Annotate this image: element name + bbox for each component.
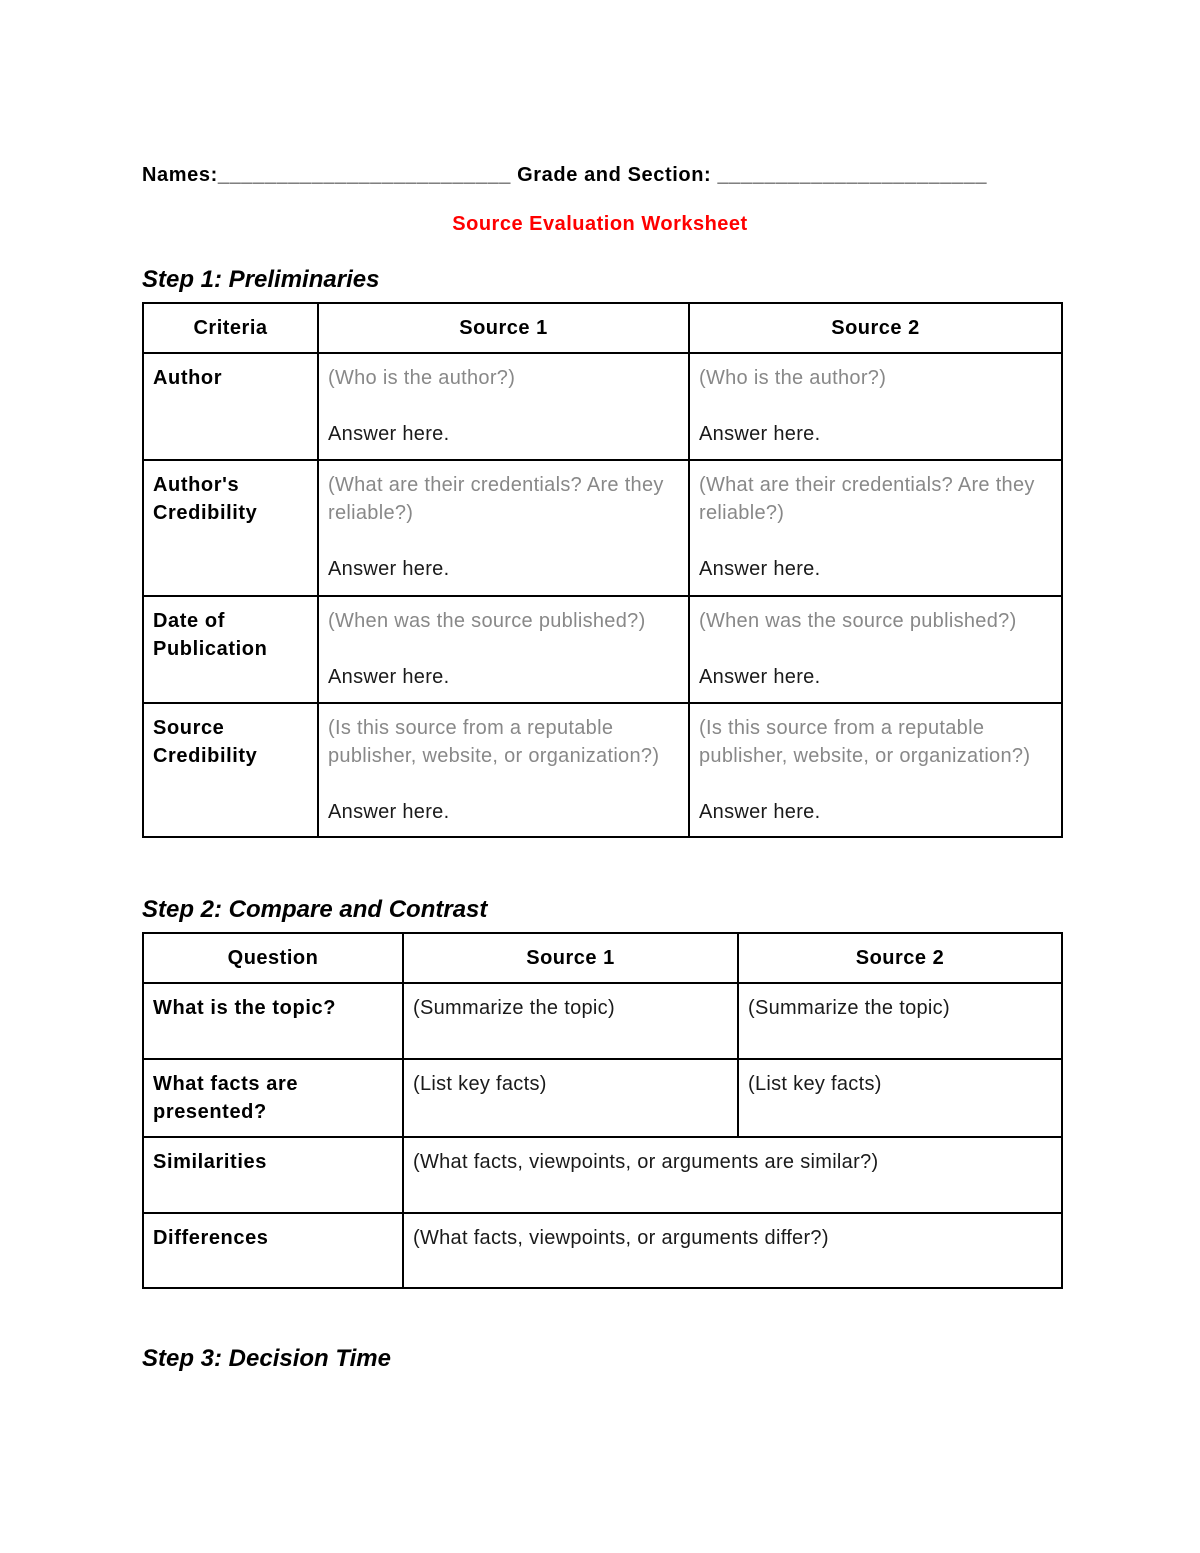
table-row bbox=[143, 353, 1062, 460]
column-header-source-1: Source 1 bbox=[318, 303, 689, 353]
answer-text[interactable]: Answer here. bbox=[699, 666, 821, 688]
answer-text[interactable]: Answer here. bbox=[699, 801, 821, 823]
column-header-source-1: Source 1 bbox=[403, 933, 738, 983]
table-row bbox=[143, 983, 1062, 1059]
prompt-text: (List key facts) bbox=[413, 1073, 547, 1095]
source2-author-cell[interactable] bbox=[689, 353, 1062, 460]
question-differences: Differences bbox=[143, 1213, 403, 1288]
source1-topic-cell[interactable] bbox=[403, 983, 738, 1059]
prompt-text: (Summarize the topic) bbox=[413, 997, 615, 1019]
prompt-text: (Is this source from a reputable publisher, website, or organization?) bbox=[328, 717, 660, 767]
answer-text[interactable]: Answer here. bbox=[328, 801, 450, 823]
answer-text[interactable]: Answer here. bbox=[328, 423, 450, 445]
table-row bbox=[143, 703, 1062, 837]
grade-section-label: Grade and Section: bbox=[517, 164, 712, 186]
answer-text[interactable]: Answer here. bbox=[699, 558, 821, 580]
column-header-question: Question bbox=[143, 933, 403, 983]
table-row bbox=[143, 1059, 1062, 1137]
table-row bbox=[143, 596, 1062, 703]
column-header-source-2: Source 2 bbox=[738, 933, 1062, 983]
column-header-criteria: Criteria bbox=[143, 303, 318, 353]
source1-facts-cell[interactable] bbox=[403, 1059, 738, 1137]
table-header-row bbox=[143, 933, 1062, 983]
criteria-authors-credibility: Author's Credibility bbox=[143, 460, 318, 596]
worksheet-title: Source Evaluation Worksheet bbox=[452, 213, 748, 235]
prompt-text: (What facts, viewpoints, or arguments differ?) bbox=[413, 1227, 829, 1249]
grade-section-blank[interactable]: _______________________ bbox=[717, 164, 988, 186]
prompt-text: (What are their credentials? Are they reliable?) bbox=[699, 474, 1035, 524]
differences-cell[interactable] bbox=[403, 1213, 1062, 1288]
source2-topic-cell[interactable] bbox=[738, 983, 1062, 1059]
compare-contrast-table bbox=[142, 932, 1063, 1289]
answer-text[interactable]: Answer here. bbox=[328, 666, 450, 688]
table-row bbox=[143, 1213, 1062, 1288]
table-header-row bbox=[143, 303, 1062, 353]
criteria-date-of-publication: Date of Publication bbox=[143, 596, 318, 703]
answer-text[interactable]: Answer here. bbox=[699, 423, 821, 445]
prompt-text: (When was the source published?) bbox=[328, 610, 646, 632]
prompt-text: (List key facts) bbox=[748, 1073, 882, 1095]
preliminaries-table bbox=[142, 302, 1063, 838]
step3-heading: Step 3: Decision Time bbox=[142, 1345, 391, 1372]
question-topic: What is the topic? bbox=[143, 983, 403, 1059]
step1-heading: Step 1: Preliminaries bbox=[142, 266, 380, 293]
prompt-text: (Who is the author?) bbox=[328, 367, 516, 389]
prompt-text: (Who is the author?) bbox=[699, 367, 887, 389]
table-row bbox=[143, 460, 1062, 596]
source2-credibility-cell[interactable] bbox=[689, 460, 1062, 596]
question-similarities: Similarities bbox=[143, 1137, 403, 1213]
source1-author-cell[interactable] bbox=[318, 353, 689, 460]
column-header-source-2: Source 2 bbox=[689, 303, 1062, 353]
source1-date-cell[interactable] bbox=[318, 596, 689, 703]
table-row bbox=[143, 1137, 1062, 1213]
names-grade-line bbox=[142, 164, 987, 187]
criteria-source-credibility: Source Credibility bbox=[143, 703, 318, 837]
prompt-text: (What are their credentials? Are they reliable?) bbox=[328, 474, 664, 524]
step2-heading: Step 2: Compare and Contrast bbox=[142, 896, 488, 923]
prompt-text: (When was the source published?) bbox=[699, 610, 1017, 632]
source2-date-cell[interactable] bbox=[689, 596, 1062, 703]
names-blank[interactable]: _________________________ bbox=[217, 164, 511, 186]
prompt-text: (What facts, viewpoints, or arguments are similar?) bbox=[413, 1151, 879, 1173]
question-facts: What facts are presented? bbox=[143, 1059, 403, 1137]
answer-text[interactable]: Answer here. bbox=[328, 558, 450, 580]
source2-source-credibility-cell[interactable] bbox=[689, 703, 1062, 837]
source1-source-credibility-cell[interactable] bbox=[318, 703, 689, 837]
prompt-text: (Is this source from a reputable publisher, website, or organization?) bbox=[699, 717, 1031, 767]
source1-credibility-cell[interactable] bbox=[318, 460, 689, 596]
source2-facts-cell[interactable] bbox=[738, 1059, 1062, 1137]
prompt-text: (Summarize the topic) bbox=[748, 997, 950, 1019]
similarities-cell[interactable] bbox=[403, 1137, 1062, 1213]
names-label: Names: bbox=[142, 164, 218, 186]
criteria-author: Author bbox=[143, 353, 318, 460]
